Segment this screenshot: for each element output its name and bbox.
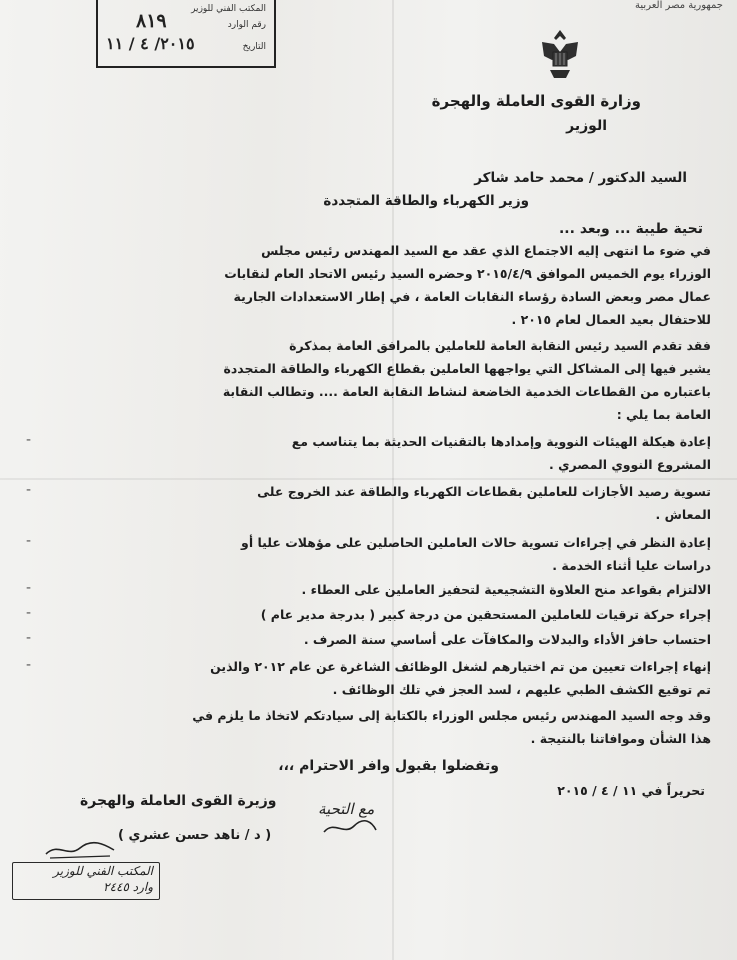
stamp-number: ٨١٩: [136, 10, 167, 32]
body-line: عمال مصر وبعض السادة رؤساء النقابات العامة ، في إطار الاستعدادات الجارية: [233, 289, 711, 304]
demand-item: إنهاء إجراءات تعيين من تم اختيارهم لشغل الوظائف الشاغرة عن عام ٢٠١٢ والذين: [210, 659, 711, 674]
eagle-emblem-icon: [536, 26, 584, 82]
list-bullet: -: [26, 432, 32, 448]
salutation: وتفضلوا بقبول وافر الاحترام ،،،: [278, 758, 499, 774]
closing-line: هذا الشأن وموافاتنا بالنتيجة .: [530, 731, 711, 746]
demand-item: إعادة هيكلة الهيئات النووية وإمدادها بالتقنيات الحديثة بما يتناسب مع: [291, 434, 711, 449]
paper-fold-vertical: [392, 0, 394, 960]
paper-fold-horizontal: [0, 478, 737, 480]
addressee-title: وزير الكهرباء والطاقة المتجددة: [323, 193, 529, 209]
demand-item: دراسات عليا أثناء الخدمة .: [552, 558, 711, 573]
signature-scribble-icon: [320, 818, 380, 838]
republic-header: جمهورية مصر العربية: [635, 0, 723, 11]
demand-item: الالتزام بقواعد منح العلاوة التشجيعية لتحفيز العاملين على العطاء .: [301, 582, 711, 597]
signatory-name: ( د / ناهد حسن عشري ): [118, 828, 272, 843]
handwritten-signature: مع التحية: [318, 800, 375, 818]
incoming-stamp: [96, 0, 276, 68]
list-bullet: -: [26, 630, 32, 646]
handwritten-note: المكتب الفني للوزير: [53, 864, 153, 878]
demand-item: إجراء حركة ترقيات للعاملين المستحقين من درجة كبير ( بدرجة مدير عام ): [260, 607, 711, 622]
body-line: يشير فيها إلى المشاكل التي يواجهها العاملين بقطاع الكهرباء والطاقة المتجددة: [223, 361, 711, 376]
handwritten-note-box: [12, 862, 160, 900]
handwritten-mark-icon: [40, 836, 120, 862]
demand-item: المشروع النووي المصري .: [548, 457, 711, 472]
demand-item: احتساب حافز الأداء والبدلات والمكافآت على أساسي سنة الصرف .: [303, 632, 711, 647]
signatory-ministry: وزيرة القوى العاملة والهجرة: [80, 793, 277, 809]
ministry-name: وزارة القوى العاملة والهجرة: [431, 92, 641, 110]
list-bullet: -: [26, 580, 32, 596]
stamp-ref-label: رقم الوارد: [227, 20, 266, 30]
stamp-office: المكتب الفني للوزير: [191, 4, 266, 14]
stamp-date: ٢٠١٥/ ٤ / ١١: [106, 34, 195, 53]
body-line: للاحتفال بعيد العمال لعام ٢٠١٥ .: [511, 312, 711, 327]
body-line: الوزراء يوم الخميس الموافق ٢٠١٥/٤/٩ وحضره السيد رئيس الاتحاد العام لنقابات: [224, 266, 711, 281]
handwritten-ref: وارد ٢٤٤٥: [103, 880, 153, 894]
closing-line: وقد وجه السيد المهندس رئيس مجلس الوزراء بالكتابة إلى سيادتكم لاتخاذ ما يلزم في: [192, 708, 711, 723]
addressee-name: السيد الدكتور / محمد حامد شاكر: [474, 170, 687, 186]
body-line: باعتباره من القطاعات الخدمية الخاضعة لنشاط النقابة العامة .... وتطالب النقابة: [222, 384, 711, 399]
list-bullet: -: [26, 482, 32, 498]
body-line: فقد تقدم السيد رئيس النقابة العامة للعاملين بالمرافق العامة بمذكرة: [289, 338, 711, 353]
stamp-date-label: التاريخ: [242, 42, 266, 52]
list-bullet: -: [26, 657, 32, 673]
greeting: تحية طيبة ... وبعد ...: [558, 221, 703, 237]
minister-title: الوزير: [566, 118, 607, 134]
demand-item: إعادة النظر في إجراءات تسوية حالات العاملين الحاصلين على مؤهلات عليا أو: [241, 535, 711, 550]
demand-item: تسوية رصيد الأجازات للعاملين بقطاعات الكهرباء والطاقة عند الخروج على: [257, 484, 711, 499]
demand-item: المعاش .: [655, 507, 711, 522]
letter-date: تحريراً في ١١ / ٤ / ٢٠١٥: [557, 783, 705, 798]
body-line: في ضوء ما انتهى إليه الاجتماع الذي عقد مع السيد المهندس رئيس مجلس: [261, 243, 711, 258]
list-bullet: -: [26, 605, 32, 621]
list-bullet: -: [26, 533, 32, 549]
body-line: العامة بما يلي :: [616, 407, 711, 422]
demand-item: تم توقيع الكشف الطبي عليهم ، لسد العجز في تلك الوظائف .: [332, 682, 711, 697]
